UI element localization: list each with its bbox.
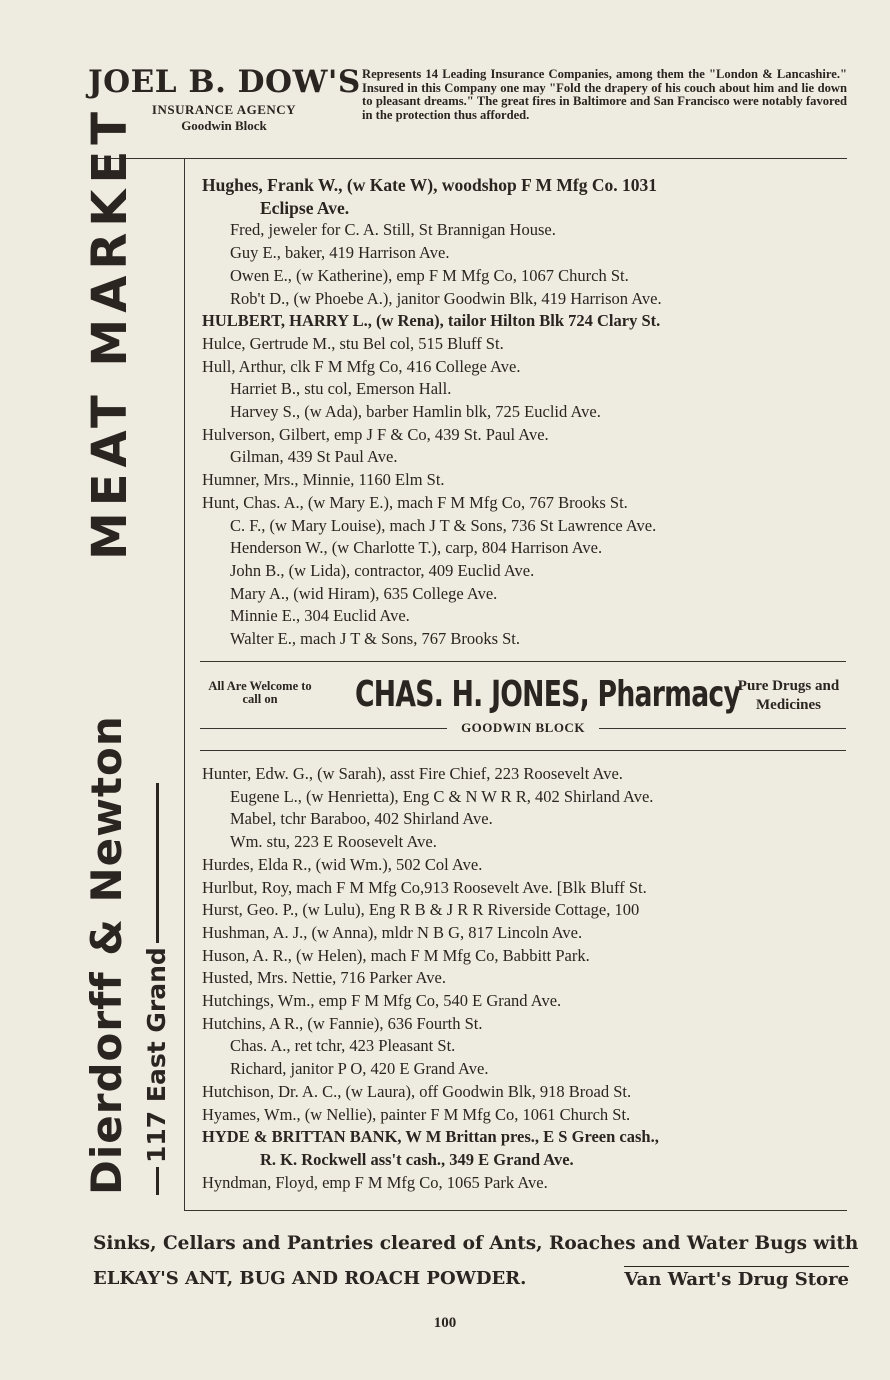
listing-entry: Wm. stu, 223 E Roosevelt Ave. [230, 832, 437, 852]
pharmacy-ad-drugs: Pure Drugs and Medicines [737, 678, 840, 713]
listing-entry: Hull, Arthur, clk F M Mfg Co, 416 College Ave. [202, 356, 521, 376]
listing-entry: Richard, janitor P O, 420 E Grand Ave. [230, 1059, 489, 1079]
pharmacy-ad-dash-left [200, 728, 447, 729]
listing-entry: Eugene L., (w Henrietta), Eng C & N W R R, 402 Shirland Ave. [230, 786, 654, 806]
listing-entry: Eclipse Ave. [260, 197, 350, 218]
listing-entry: Harvey S., (w Ada), barber Hamlin blk, 725 Euclid Ave. [230, 402, 601, 422]
pharmacy-ad-welcome: All Are Welcome to call on [208, 679, 312, 706]
listing-entry: Mary A., (wid Hiram), 635 College Ave. [230, 583, 498, 603]
listing-entry: Hurlbut, Roy, mach F M Mfg Co,913 Roosevelt Ave. [Blk Bluff St. [202, 877, 647, 897]
listings-bottom-divider [184, 1210, 847, 1211]
dierdorff-address: 117 East Grand [142, 947, 171, 1163]
listing-entry: Hurst, Geo. P., (w Lulu), Eng R B & J R R Riverside Cottage, 100 [202, 900, 640, 920]
header-divider [93, 158, 847, 159]
listing-entry: Husted, Mrs. Nettie, 716 Parker Ave. [202, 968, 446, 988]
listing-entry: Guy E., baker, 419 Harrison Ave. [230, 243, 450, 263]
listing-entry: Hutchins, A R., (w Fannie), 636 Fourth St. [202, 1013, 483, 1033]
pharmacy-ad-name: CHAS. H. JONES, Pharmacy [355, 674, 741, 715]
listing-entry: Hyndman, Floyd, emp F M Mfg Co, 1065 Park Ave. [202, 1172, 548, 1192]
listing-entry: Fred, jeweler for C. A. Still, St Brannigan House. [230, 220, 556, 240]
listing-entry: C. F., (w Mary Louise), mach J T & Sons, 736 St Lawrence Ave. [230, 515, 657, 535]
listing-entry: Walter E., mach J T & Sons, 767 Brooks St. [230, 629, 521, 649]
listing-entry: Hutchison, Dr. A. C., (w Laura), off Goodwin Blk, 918 Broad St. [202, 1081, 632, 1101]
listing-entry: Hunter, Edw. G., (w Sarah), asst Fire Chief, 223 Roosevelt Ave. [202, 764, 623, 783]
dierdorff-newton-ad: Dierdorff & Newton [82, 715, 131, 1195]
listing-entry: Huson, A. R., (w Helen), mach F M Mfg Co, Babbitt Park. [202, 945, 590, 965]
listing-entry: Henderson W., (w Charlotte T.), carp, 804 Harrison Ave. [230, 538, 603, 558]
pharmacy-ad-bottom-rule [200, 750, 846, 751]
listing-entry: Hunt, Chas. A., (w Mary E.), mach F M Mfg Co, 767 Brooks St. [202, 492, 628, 512]
listing-entry: Humner, Mrs., Minnie, 1160 Elm St. [202, 470, 445, 490]
listing-entry: John B., (w Lida), contractor, 409 Euclid Ave. [230, 560, 535, 580]
listing-entry: Hutchings, Wm., emp F M Mfg Co, 540 E Grand Ave. [202, 991, 562, 1011]
footer-ad-line1: Sinks, Cellars and Pantries cleared of Ants, Roaches and Water Bugs with [93, 1233, 859, 1254]
listing-entry: Hulverson, Gilbert, emp J F & Co, 439 St. Paul Ave. [202, 424, 549, 444]
listing-entry: Hughes, Frank W., (w Kate W), woodshop F M Mfg Co. 1031 [202, 175, 658, 195]
address-dash-left [156, 1167, 159, 1195]
listing-entry: HYDE & BRITTAN BANK, W M Brittan pres., E S Green cash., [202, 1127, 659, 1147]
pharmacy-ad-location-row [200, 720, 846, 736]
listing-entry: HULBERT, HARRY L., (w Rena), tailor Hilton Blk 724 Clary St. [202, 311, 661, 331]
listing-entry: R. K. Rockwell ass't cash., 349 E Grand Ave. [260, 1149, 574, 1169]
footer-ad-line2 [93, 1266, 849, 1293]
listing-entry: Rob't D., (w Phoebe A.), janitor Goodwin Blk, 419 Harrison Ave. [230, 288, 662, 308]
listing-entry: Hulce, Gertrude M., stu Bel col, 515 Bluff St. [202, 333, 504, 353]
listing-entry: Harriet B., stu col, Emerson Hall. [230, 379, 452, 399]
listing-entry: Gilman, 439 St Paul Ave. [230, 447, 398, 467]
insurance-ad-blurb: Represents 14 Leading Insurance Companies, among them the "London & Lancashire." Insured in this Company one may "Fold the drapery of his couch about him and lie down to pleasant dreams." The great fires in Baltimore and San Francisco were notably favored in the protection thus afforded. [362, 67, 847, 122]
meat-market-ad: MEAT MARKET [82, 105, 138, 560]
listing-entry: Hurdes, Elda R., (wid Wm.), 502 Col Ave. [202, 854, 483, 874]
footer-ad-product: ELKAY'S ANT, BUG AND ROACH POWDER. [93, 1268, 527, 1289]
listing-entry: Owen E., (w Katherine), emp F M Mfg Co, 1067 Church St. [230, 265, 629, 285]
pharmacy-ad-dash-right [599, 728, 846, 729]
pharmacy-ad-top-rule [200, 661, 846, 662]
listings-top [202, 174, 852, 651]
side-column-divider [184, 158, 185, 1210]
listing-entry: Hyames, Wm., (w Nellie), painter F M Mfg Co, 1061 Church St. [202, 1104, 631, 1124]
pharmacy-ad-location: GOODWIN BLOCK [461, 720, 585, 735]
listings-bottom [202, 763, 852, 1194]
footer-ad-store: Van Wart's Drug Store [624, 1266, 849, 1293]
address-dash-right [156, 783, 159, 943]
insurance-ad-title: JOEL B. DOW'S [88, 64, 361, 100]
listing-entry: Chas. A., ret tchr, 423 Pleasant St. [230, 1036, 456, 1056]
listing-entry: Mabel, tchr Baraboo, 402 Shirland Ave. [230, 809, 493, 829]
page-number: 100 [433, 1315, 457, 1331]
listing-entry: Hushman, A. J., (w Anna), mldr N B G, 817 Lincoln Ave. [202, 922, 583, 942]
insurance-ad-subtitle: INSURANCE AGENCY [151, 102, 297, 117]
insurance-ad-location: Goodwin Block [181, 118, 267, 133]
dierdorff-address-ad [142, 783, 172, 1195]
listing-entry: Minnie E., 304 Euclid Ave. [230, 606, 410, 626]
